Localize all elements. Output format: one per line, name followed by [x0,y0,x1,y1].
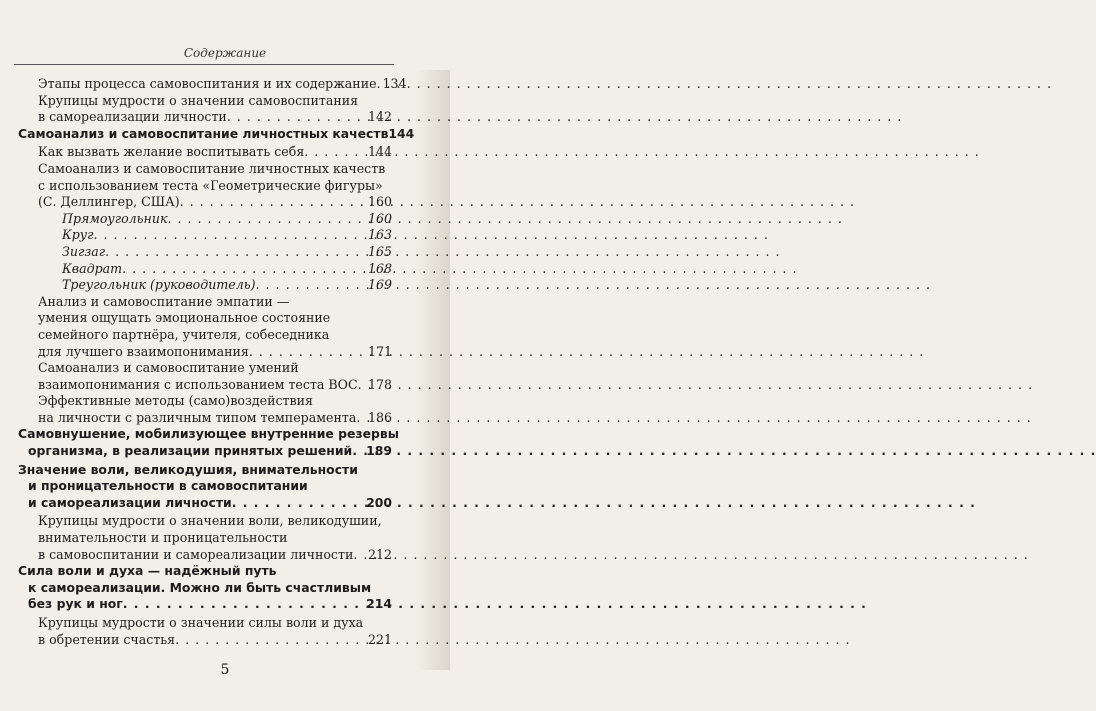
toc-entry-text: Эффективные методы (само)воздействия [38,393,313,409]
toc-page-number: 169 [367,277,392,293]
toc-item-line [0,632,392,649]
toc-page-number: 134 [382,76,407,91]
dot-leader [227,109,368,126]
toc-entry-text: Сила воли и духа — надёжный путь [18,563,277,579]
toc-item-line [0,547,392,564]
toc-item-line [0,109,392,126]
toc-page-number: 144 [367,144,392,160]
toc-item-line [0,530,392,547]
page-number: 5 [220,662,230,678]
toc-item-line [0,93,392,110]
toc-entry-text: Значение воли, великодушия, внимательности [18,461,358,477]
dot-leader [123,596,366,613]
toc-entry-text: Крупицы мудрости о значении силы воли и духа [38,615,364,630]
toc-page-number: 171 [367,343,392,359]
toc-entry-text: Крупицы мудрости о значении воли, великодушии, [38,513,382,529]
toc-entry-text: и самореализации личности [28,494,232,510]
toc-page-number: 165 [367,243,392,259]
toc-page-number: 186 [367,409,392,425]
table-of-contents [0,76,415,648]
toc-item-line [0,410,392,427]
facing-page-edge [416,70,450,670]
toc-entry-text: Самоанализ и самовоспитание личностных качеств [38,160,386,176]
toc-page-number: 160 [367,194,392,210]
toc-entry-text: Как вызвать желание воспитывать себя [38,144,305,160]
toc-entry-text: Зигзаг [62,243,106,259]
toc-item-line [0,310,392,327]
dot-leader [352,443,366,460]
toc-entry-text: в обретении счастья [38,631,176,647]
header-rule [14,64,394,65]
toc-item-line [0,344,392,361]
toc-section-line [0,443,392,460]
dot-leader [304,144,368,161]
toc-entry-text: Квадрат [62,260,123,276]
toc-page-number: 142 [367,109,392,125]
dot-leader [180,194,368,211]
toc-entry-text: Прямоугольник [62,210,168,226]
toc-page-number: 189 [366,443,392,459]
toc-page-number: 221 [367,631,392,647]
toc-entry-text: организма, в реализации принятых решений [28,443,353,459]
toc-section-line [0,596,392,613]
dot-leader [232,495,366,512]
toc-entry-text: Самоанализ и самовоспитание личностных качеств [18,125,389,141]
toc-page-number: 212 [367,546,392,562]
toc-entry-text: с использованием теста «Геометрические фигуры» [38,177,383,193]
toc-item-line [0,377,392,394]
toc-entry-text: взаимопонимания с использованием теста ВОС [38,376,358,392]
toc-section-line [0,580,392,597]
toc-section-line [0,478,392,495]
toc-page-number: 163 [367,227,392,243]
dot-leader [105,244,368,261]
toc-entry-text: семейного партнёра, учителя, собеседника [38,326,330,342]
toc-item-line [0,144,392,161]
toc-entry-text: и проницательности в самовоспитании [28,478,308,494]
toc-entry-text: без рук и ног [28,596,123,612]
toc-entry-text: в самореализации личности [38,109,227,125]
toc-section-line [0,426,399,443]
dot-leader [122,261,368,278]
toc-page-number: 160 [367,210,392,226]
toc-entry-text: для лучшего взаимопонимания [38,343,249,359]
toc-page-number: 214 [366,596,392,612]
toc-entry-text: Крупицы мудрости о значении самовоспитания [38,92,359,108]
toc-item-line [0,360,392,377]
dot-leader [356,410,368,427]
toc-item-line [0,513,392,530]
toc-page-number: 144 [388,125,415,141]
toc-item-line [0,327,392,344]
dot-leader [175,632,368,649]
toc-section-line [0,462,392,479]
toc-item-line [0,178,392,195]
toc-entry-text: Самовнушение, мобилизующее внутренние резервы [18,426,399,442]
toc-entry-text: Этапы процесса самовоспитания и их содержание [38,76,377,91]
toc-entry-text: (С. Деллингер, США) [38,194,180,210]
toc-section-line [0,495,392,512]
dot-leader [167,211,367,228]
dot-leader [353,547,368,564]
book-page [0,0,450,711]
toc-entry-text: внимательности и проницательности [38,530,288,546]
dot-leader [358,377,368,394]
toc-subitem-line [0,227,392,244]
toc-page-number: 178 [367,376,392,392]
toc-entry-text: умения ощущать эмоциональное состояние [38,310,331,326]
toc-item-line [0,294,392,311]
toc-subitem-line [0,211,392,228]
dot-leader [93,227,367,244]
toc-subitem-line [0,244,392,261]
running-head: Содержание [183,46,267,60]
toc-entry-text: в самовоспитании и самореализации личности [38,546,354,562]
toc-subitem-line [0,261,392,278]
dot-leader [249,344,368,361]
toc-entry-text: Анализ и самовоспитание эмпатии — [38,293,290,309]
toc-page-number: 168 [367,260,392,276]
toc-section-line [0,125,415,143]
toc-section-line [0,563,392,580]
toc-entry-text: Круг [62,227,94,243]
toc-item-line [0,161,392,178]
toc-item-line [0,393,392,410]
toc-item-line [0,76,407,93]
toc-item-line [0,615,392,632]
toc-item-line [0,194,392,211]
toc-entry-text: к самореализации. Можно ли быть счастливым [28,579,372,595]
toc-entry-text: Треугольник (руководитель) [62,277,256,293]
toc-entry-text: на личности с различным типом темперамента [38,409,357,425]
toc-entry-text: Самоанализ и самовоспитание умений [38,360,299,376]
dot-leader [256,277,368,294]
toc-page-number: 200 [366,494,392,510]
toc-subitem-line [0,277,392,294]
